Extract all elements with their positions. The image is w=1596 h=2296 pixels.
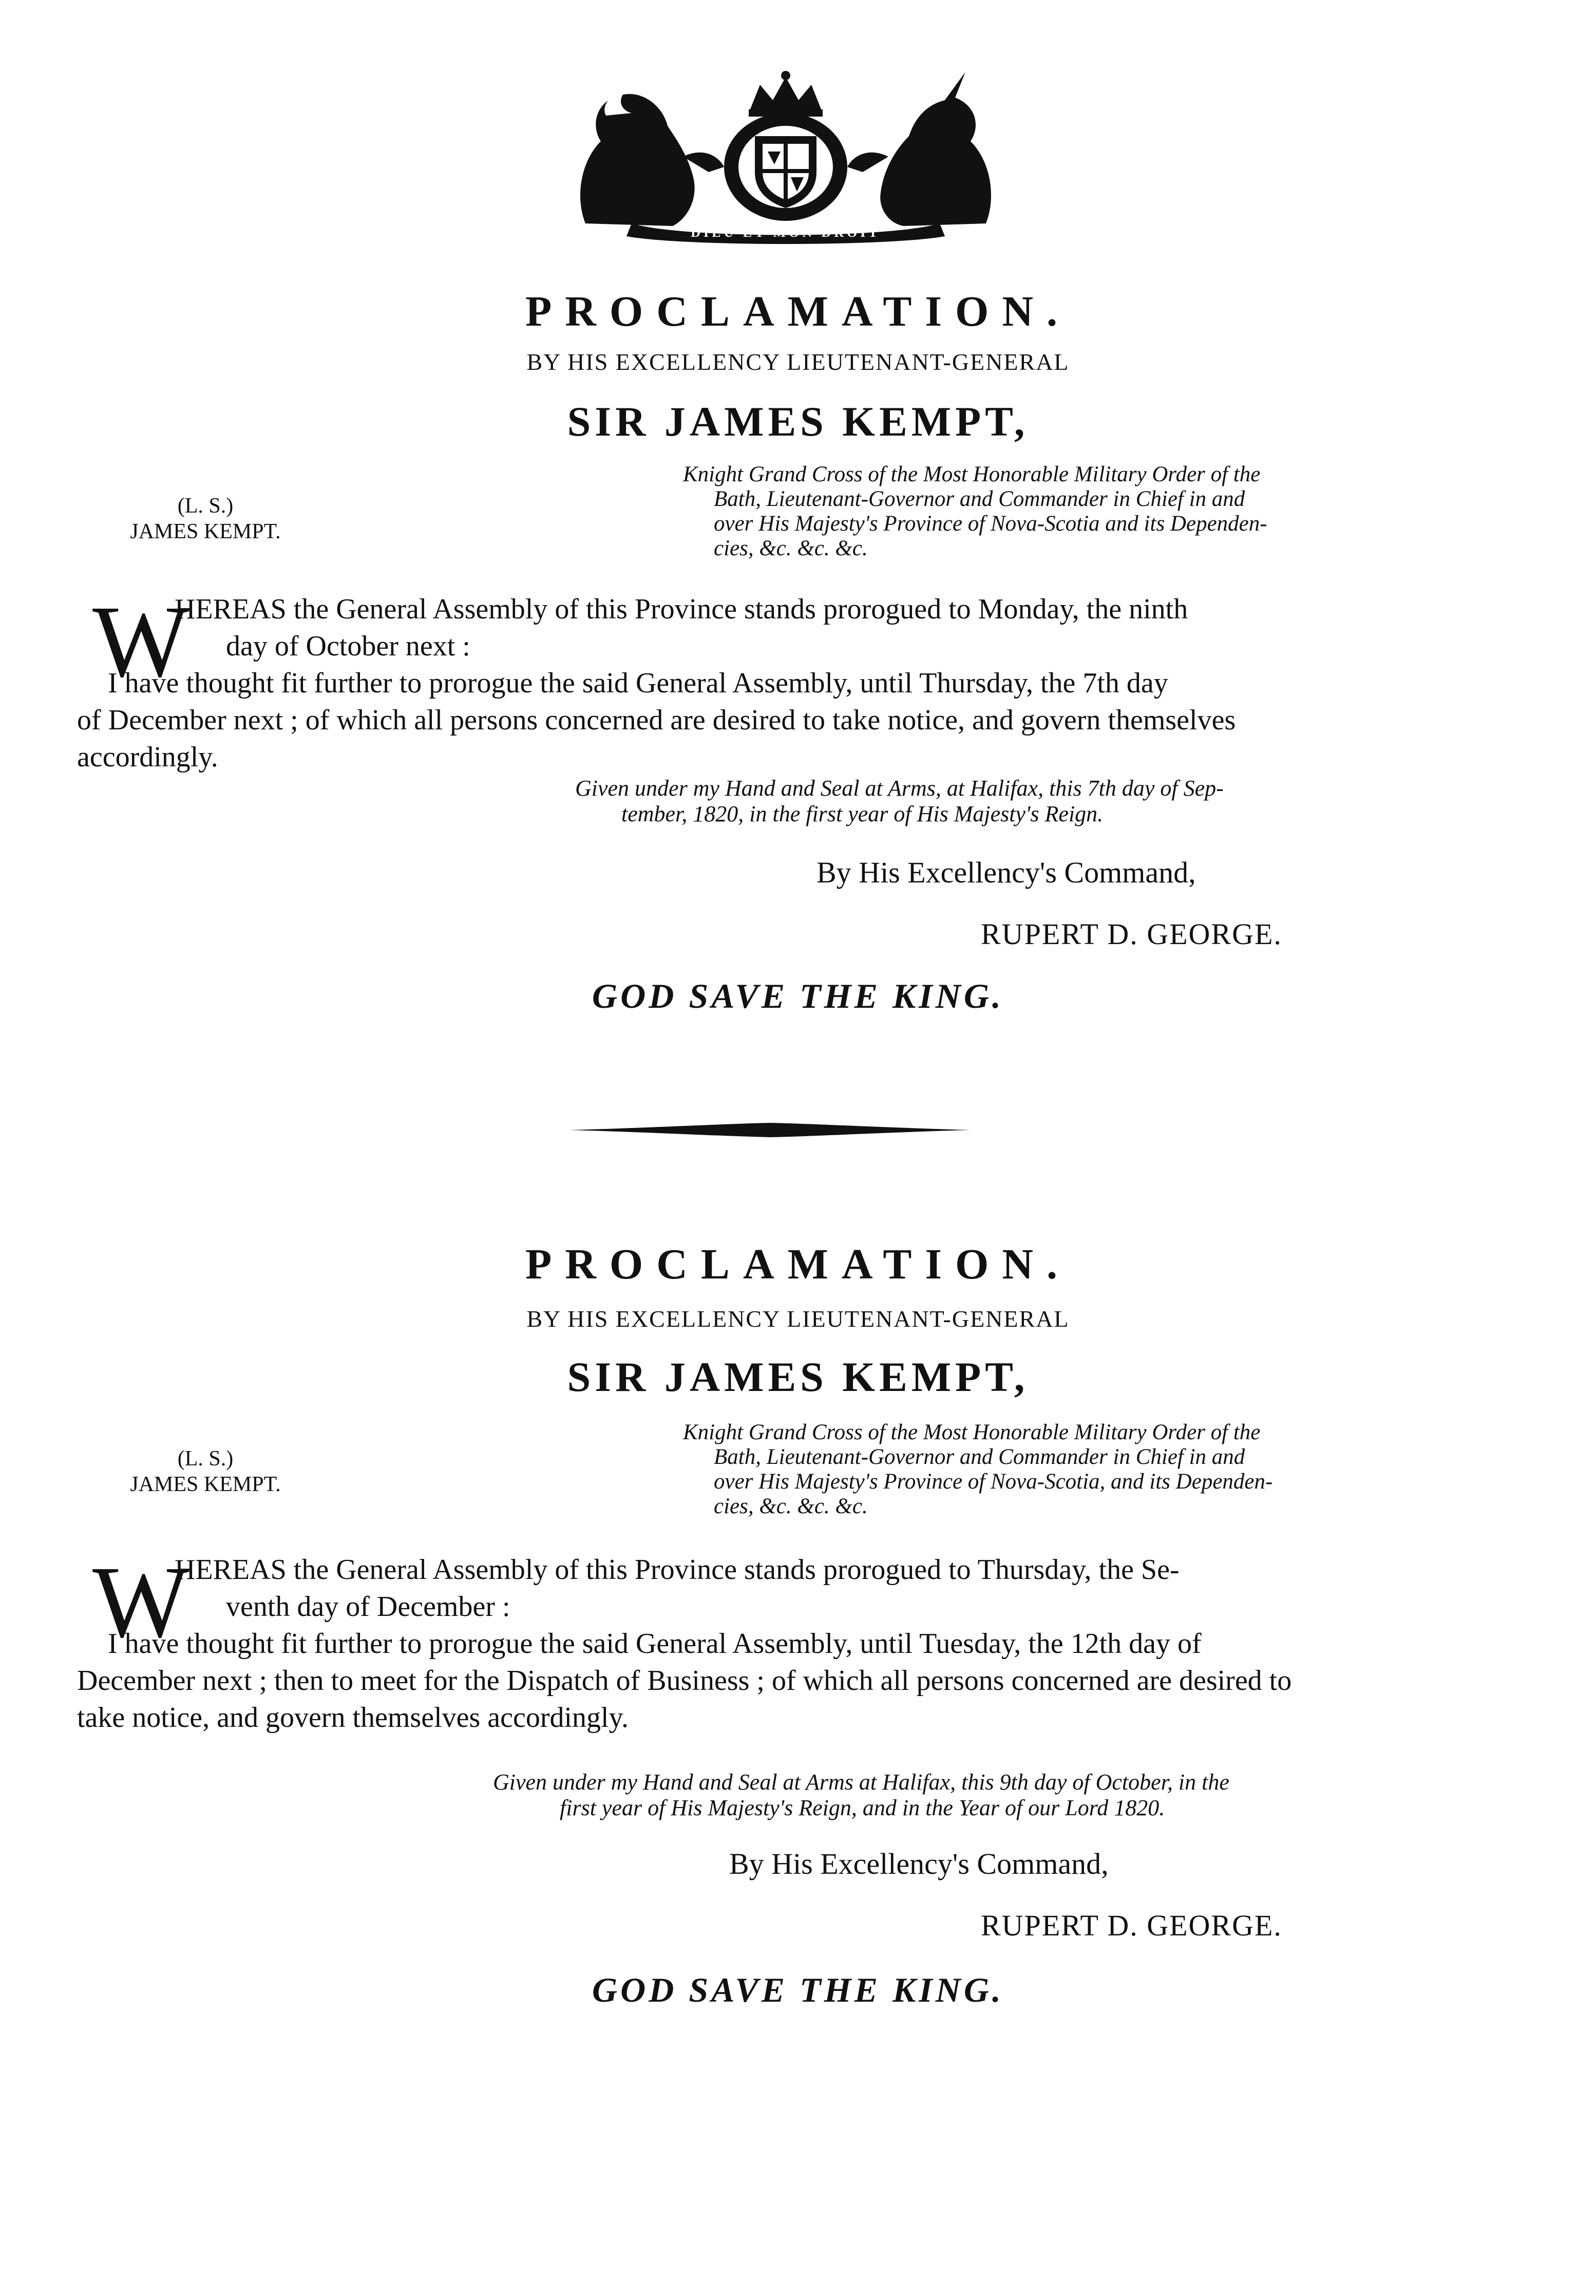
proclamation-1-byline: BY HIS EXCELLENCY LIEUTENANT-GENERAL bbox=[526, 349, 1070, 375]
proclamation-2-title: PROCLAMATION. bbox=[525, 1240, 1071, 1288]
given-line: Given under my Hand and Seal at Arms, at Halifax, this 7th day of Sep- bbox=[575, 776, 1224, 801]
titles-line: Bath, Lieutenant-Governor and Commander in Chief in and bbox=[714, 487, 1245, 511]
royal-coat-of-arms bbox=[555, 69, 1017, 244]
motto-scroll bbox=[626, 223, 945, 244]
proclamation-1-body bbox=[77, 585, 1464, 776]
body-line: accordingly. bbox=[77, 741, 218, 773]
titles-line: cies, &c. &c. &c. bbox=[714, 1494, 868, 1518]
proclamation-1-titles bbox=[683, 462, 1464, 561]
seal-mark: (L. S.) bbox=[177, 494, 234, 518]
proclamation-2-signer: RUPERT D. GEORGE. bbox=[981, 1909, 1282, 1942]
proclamation-2-name: SIR JAMES KEMPT, bbox=[567, 1353, 1029, 1400]
titles-line: over His Majesty's Province of Nova-Scotia and its Dependen- bbox=[714, 512, 1267, 536]
proclamation-1-seal-block bbox=[87, 493, 324, 544]
drop-cap: W bbox=[92, 585, 189, 699]
body-line: venth day of December : bbox=[226, 1591, 510, 1623]
body-line: I have thought fit further to prorogue the said General Assembly, until Tuesday, the 12th day of bbox=[108, 1628, 1202, 1660]
drop-cap: W bbox=[92, 1546, 189, 1659]
unicorn-supporter-icon bbox=[847, 72, 991, 226]
proclamation-2-closing: GOD SAVE THE KING. bbox=[592, 1970, 1004, 2009]
body-line: of December next ; of which all persons concerned are desired to take notice, and govern themselves bbox=[77, 704, 1236, 736]
proclamation-2-seal-block bbox=[87, 1446, 324, 1497]
given-line: first year of His Majesty's Reign, and in the Year of our Lord 1820. bbox=[560, 1795, 1165, 1820]
proclamation-1-command: By His Excellency's Command, bbox=[816, 856, 1196, 889]
body-line: HEREAS the General Assembly of this Province stands prorogued to Thursday, the Se- bbox=[175, 1554, 1180, 1586]
body-line: day of October next : bbox=[226, 630, 470, 662]
proclamation-1-closing: GOD SAVE THE KING. bbox=[592, 976, 1004, 1015]
titles-line: Knight Grand Cross of the Most Honorable Military Order of the bbox=[683, 462, 1261, 486]
proclamation-1-given bbox=[575, 776, 1458, 827]
proclamation-2-titles bbox=[683, 1420, 1464, 1519]
section-divider bbox=[570, 1120, 971, 1140]
body-line: I have thought fit further to prorogue the said General Assembly, until Thursday, the 7th day bbox=[108, 667, 1168, 699]
proclamation-2-command: By His Excellency's Command, bbox=[729, 1847, 1109, 1880]
seal-signature: JAMES KEMPT. bbox=[130, 520, 281, 543]
seal-signature: JAMES KEMPT. bbox=[130, 1473, 281, 1496]
body-line: December next ; then to meet for the Dispatch of Business ; of which all persons concerned are desired to bbox=[77, 1665, 1292, 1697]
lion-supporter-icon bbox=[580, 90, 724, 226]
proclamation-2-given bbox=[493, 1770, 1376, 1821]
body-line: HEREAS the General Assembly of this Province stands prorogued to Monday, the ninth bbox=[175, 593, 1188, 625]
proclamation-2-body bbox=[77, 1546, 1464, 1736]
given-line: tember, 1820, in the first year of His Majesty's Reign. bbox=[621, 801, 1104, 826]
given-line: Given under my Hand and Seal at Arms at Halifax, this 9th day of October, in the bbox=[493, 1770, 1229, 1795]
proclamation-1-title: PROCLAMATION. bbox=[525, 288, 1071, 335]
proclamation-2-byline: BY HIS EXCELLENCY LIEUTENANT-GENERAL bbox=[526, 1306, 1070, 1332]
titles-line: cies, &c. &c. &c. bbox=[714, 536, 868, 560]
proclamation-1-name: SIR JAMES KEMPT, bbox=[567, 398, 1029, 445]
titles-line: Bath, Lieutenant-Governor and Commander in Chief in and bbox=[714, 1445, 1245, 1469]
body-line: take notice, and govern themselves accordingly. bbox=[77, 1702, 629, 1734]
shield-icon bbox=[724, 113, 847, 221]
crown-icon bbox=[749, 71, 823, 117]
proclamation-1-signer: RUPERT D. GEORGE. bbox=[981, 917, 1282, 951]
motto-text: DIEU ET MON DROIT bbox=[691, 225, 881, 240]
titles-line: over His Majesty's Province of Nova-Scotia, and its Dependen- bbox=[714, 1470, 1273, 1494]
titles-line: Knight Grand Cross of the Most Honorable Military Order of the bbox=[683, 1420, 1261, 1444]
seal-mark: (L. S.) bbox=[177, 1447, 234, 1471]
